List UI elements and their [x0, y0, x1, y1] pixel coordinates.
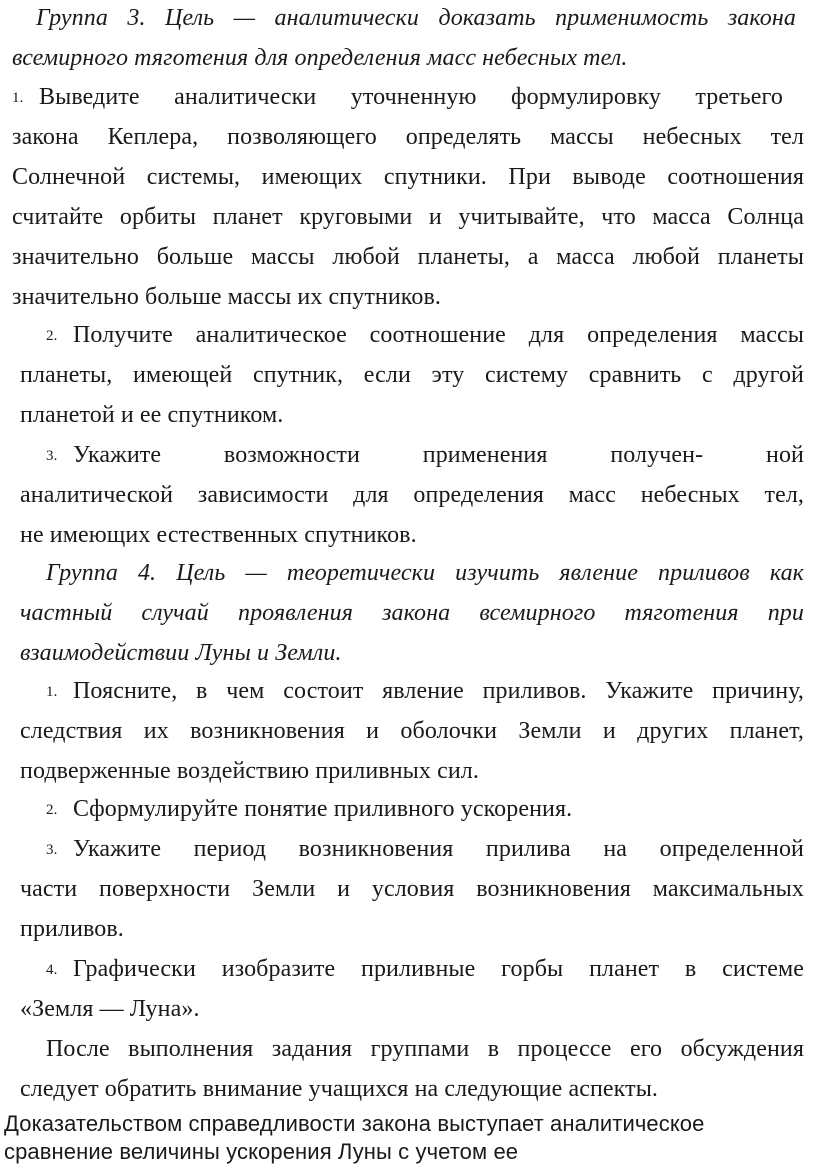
item-text: Получите аналитическое соотношение для определения массы — [73, 322, 804, 348]
group4-heading-line-2: частный случай проявления закона всемирного тяготения при — [20, 600, 804, 626]
item-text: Укажите период возникновения прилива на определенной — [73, 836, 804, 862]
group3-item-2-line-2: планеты, имеющей спутник, если эту систему сравнить с другой — [20, 362, 804, 388]
item-text: Поясните, в чем состоит явление приливов. Укажите причину, — [73, 678, 804, 704]
group4-heading-line-3: взаимодействии Луны и Земли. — [20, 640, 342, 666]
group3-item-3-line-2: аналитической зависимости для определения масс небесных тел, — [20, 482, 804, 508]
group3-heading-line-1: Группа 3. Цель — аналитически доказать применимость закона — [36, 5, 796, 31]
item-number: 1. — [12, 90, 24, 106]
group3-item-1-line-6: значительно больше массы их спутников. — [12, 284, 441, 310]
item-number: 1. — [46, 684, 58, 700]
item-number: 4. — [46, 962, 58, 978]
group3-item-1-line-5: значительно больше массы любой планеты, а масса любой планеты — [12, 244, 804, 270]
group4-item-3-line-2: части поверхности Земли и условия возникновения максимальных — [20, 876, 804, 902]
item-number: 3. — [46, 448, 58, 464]
closing-line-2: следует обратить внимание учащихся на следующие аспекты. — [20, 1076, 659, 1102]
group4-item-3-line-3: приливов. — [20, 916, 124, 942]
group4-heading-line-1: Группа 4. Цель — теоретически изучить явление приливов как — [46, 560, 804, 586]
group4-item-4-line-2: «Земля — Луна». — [20, 996, 200, 1022]
group4-item-1-line-2: следствия их возникновения и оболочки Земли и других планет, — [20, 718, 804, 744]
group3-item-2-line-3: планетой и ее спутником. — [20, 402, 284, 428]
group3-item-1-line-2: закона Кеплера, позволяющего определять массы небесных тел — [12, 124, 804, 150]
group3-item-1-line-4: считайте орбиты планет круговыми и учитывайте, что масса Солнца — [12, 204, 804, 230]
item-text: Выведите аналитически уточненную формулировку третьего — [39, 84, 783, 110]
item-number: 2. — [46, 328, 58, 344]
item-text: Укажите возможности применения получен- ной — [73, 442, 804, 468]
group3-item-1-line-3: Солнечной системы, имеющих спутники. При выводе соотношения — [12, 164, 804, 190]
group3-item-3-first-line — [46, 440, 804, 471]
item-text: Сформулируйте понятие приливного ускорения. — [73, 796, 573, 822]
footer-line-1: Доказательством справедливости закона выступает аналитическое — [4, 1111, 705, 1136]
group3-item-2-first-line — [46, 320, 804, 351]
group4-item-1-line-3: подверженные воздействию приливных сил. — [20, 758, 479, 784]
group4-item-3-first-line — [46, 834, 804, 865]
footer-line-2: сравнение величины ускорения Луны с учетом ее — [4, 1139, 519, 1164]
item-number: 3. — [46, 842, 58, 858]
group4-item-1-first-line — [46, 676, 804, 707]
group4-item-4-first-line — [46, 954, 804, 985]
closing-line-1: После выполнения задания группами в процессе его обсуждения — [46, 1036, 804, 1062]
group3-heading-line-2: всемирного тяготения для определения масс небесных тел. — [12, 45, 628, 71]
group4-item-2-first-line — [46, 794, 572, 825]
item-text: Графически изобразите приливные горбы планет в системе — [73, 956, 804, 982]
item-number: 2. — [46, 802, 58, 818]
group3-item-1-first-line — [12, 82, 804, 113]
group3-item-3-line-3: не имеющих естественных спутников. — [20, 522, 417, 548]
